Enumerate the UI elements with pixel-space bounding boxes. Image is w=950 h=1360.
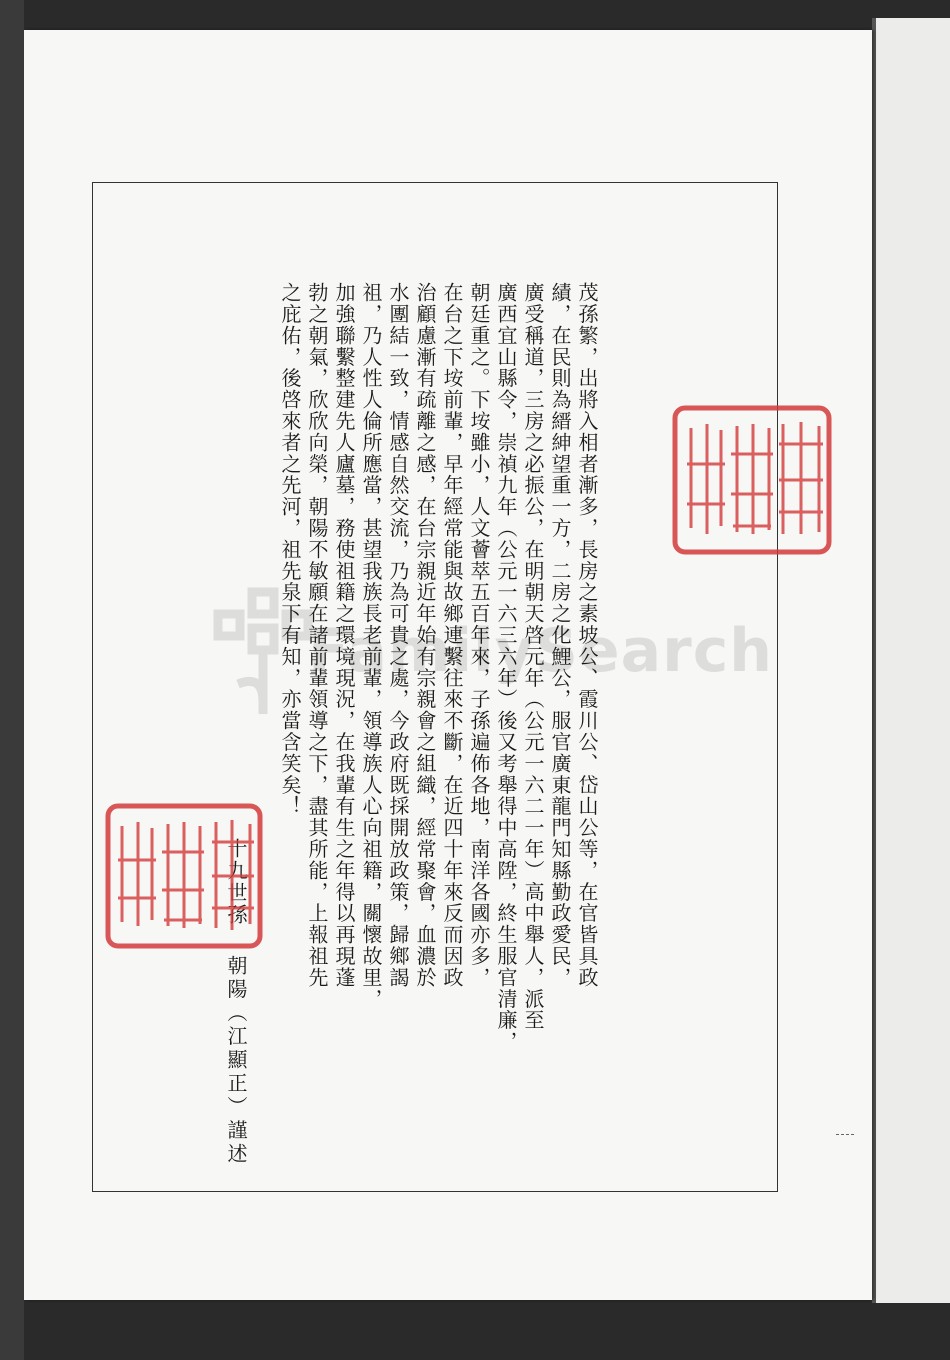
- scanner-background: [0, 0, 24, 1360]
- text-column: 水團結一致，情感自然交流，乃為可貴之處，今政府既採開放政策，歸鄉謁: [386, 282, 410, 989]
- text-column: 之庇佑，後啓來者之先河，祖先泉下有知，亦當含笑矣！: [278, 282, 302, 817]
- text-column: 廣受稱道，三房之必振公，在明朝天啓元年（公元一六二一年）高中舉人，派至: [521, 282, 545, 1031]
- text-column: 朝廷重之。下垵雖小，人文薈萃五百年來，子孫遍佈各地，南洋各國亦多，: [467, 282, 491, 989]
- signature-generation: 十九世孫: [224, 838, 248, 926]
- signature-author: 朝陽（江顯正）謹述: [224, 955, 248, 1167]
- text-column: 在台之下垵前輩，早年經常能與故鄉連繫往來不斷，在近四十年來反而因政: [440, 282, 464, 989]
- seal-stamp-upper: [671, 404, 833, 556]
- seal-stamp-lower: [104, 802, 264, 950]
- body-text: [276, 282, 600, 1062]
- text-column: 治顧慮漸有疏離之感，在台宗親近年始有宗親會之組織，經常聚會，血濃於: [413, 282, 437, 989]
- text-column: 績，在民則為縉紳望重一方，二房之化鯉公，服官廣東龍門知縣勤政愛民，: [548, 282, 572, 989]
- margin-mark: [836, 1134, 854, 1137]
- watermark-text: FamilySearch: [308, 616, 773, 686]
- text-column: 加強聯繫整建先人廬墓，務使祖籍之環境現況，在我輩有生之年得以再現蓬: [332, 282, 356, 989]
- text-column: 勃之朝氣，欣欣向榮，朝陽不敏願在諸前輩領導之下，盡其所能，上報祖先: [305, 282, 329, 989]
- text-column: 廣西宜山縣令，崇禎九年（公元一六三六年）後又考舉得中高陞，終生服官清廉，: [494, 282, 518, 1053]
- text-column: 祖，乃人性人倫所應當，甚望我族長老前輩，領導族人心向祖籍，關懷故里，: [359, 282, 383, 1010]
- text-column: 茂孫繁，出將入相者漸多，長房之素坡公、霞川公、岱山公等，在官皆具政: [575, 282, 599, 989]
- facing-page-edge: [876, 18, 950, 1303]
